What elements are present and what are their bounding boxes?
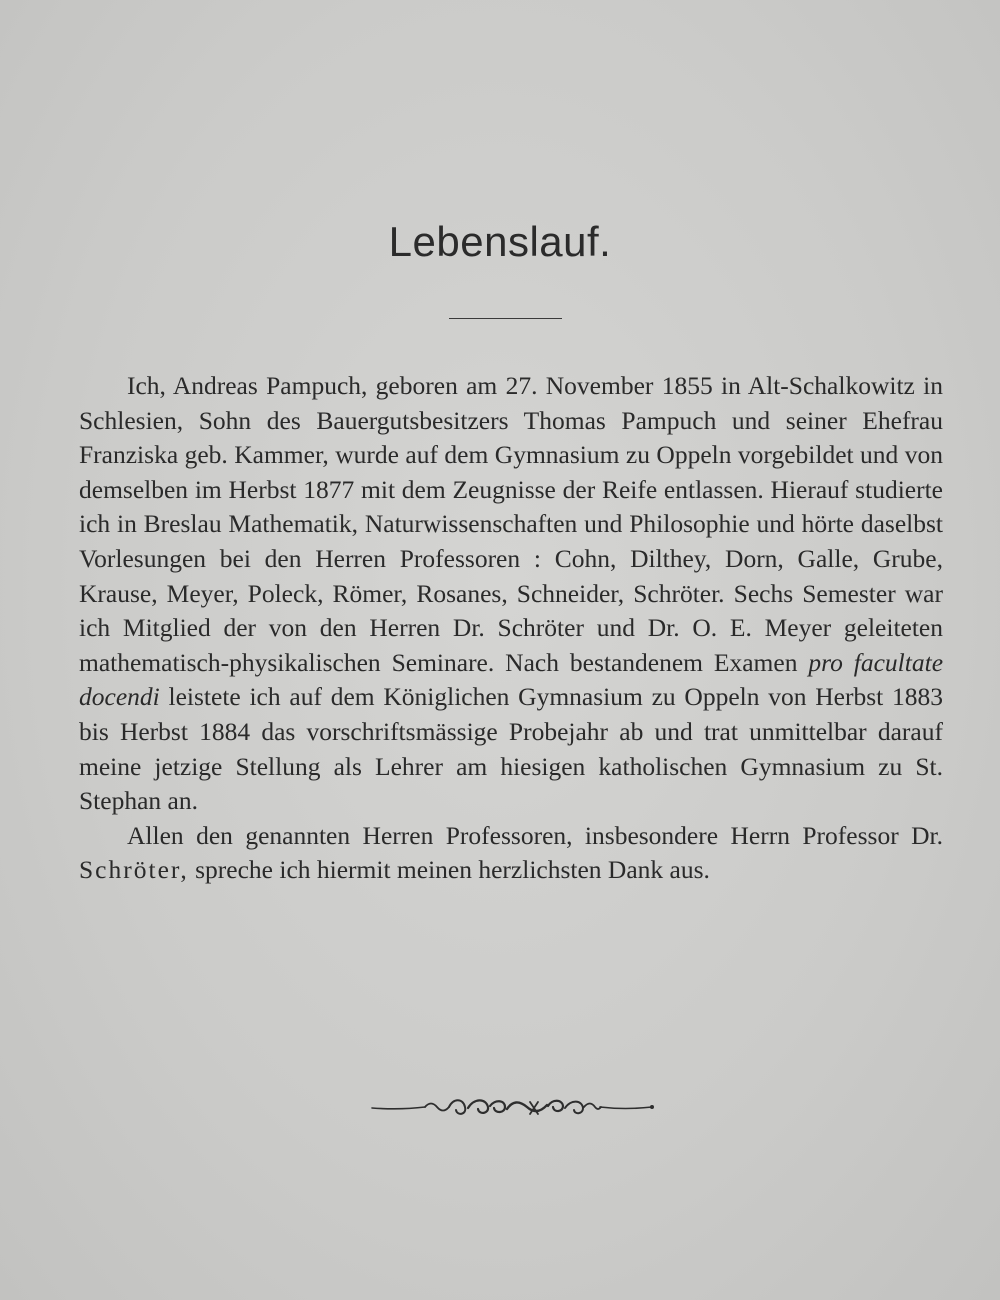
paragraph-thanks — [79, 819, 943, 888]
paragraph-biography-part-1: Ich, Andreas Pampuch, geboren am 27. November 1855 in Alt-Schalkowitz in Schlesien, Sohn des Bauergutsbesitzers Thomas Pampuch und seiner Ehefrau Franziska geb. Kammer, wurde auf dem Gymnasium zu Oppeln vorgebildet und von demselben im Herbst 1877 mit dem Zeugnisse der Reife entlassen. Hierauf studierte ich in Breslau Mathematik, Naturwissenschaften und Philosophie und hörte daselbst Vorlesungen bei den Herren Professoren : Cohn, Dilthey, Dorn, Galle, Grube, Krause, Meyer, Poleck, Römer, Rosanes, Schneider, Schröter. Sechs Semester war ich Mitglied der von den Herren Dr. Schröter und Dr. O. E. Meyer geleiteten mathematisch-physikalischen Seminare. Nach bestandenem Examen — [79, 371, 943, 677]
decorative-flourish-icon — [370, 1094, 655, 1122]
spaced-name: Schröter, — [79, 855, 189, 885]
page-title: Lebenslauf. — [388, 218, 612, 265]
paragraph-biography — [79, 369, 943, 819]
title-divider — [449, 318, 562, 319]
document-body — [79, 369, 943, 888]
paragraph-thanks-part-2: spreche ich hiermit meinen herzlichsten Dank aus. — [195, 855, 710, 885]
latin-phrase: pro facultate docendi — [79, 647, 944, 712]
paragraph-thanks-part-1: Allen den genannten Herren Professoren, insbesondere Herrn Professor Dr. — [127, 820, 943, 850]
paragraph-biography-part-2: leistete ich auf dem Königlichen Gymnasium zu Oppeln von Herbst 1883 bis Herbst 1884 das vorschriftsmässige Probejahr ab und trat unmittelbar darauf meine jetzige Stellung als Lehrer am hiesigen katholischen Gymnasium zu St. Stephan an. — [79, 682, 944, 816]
